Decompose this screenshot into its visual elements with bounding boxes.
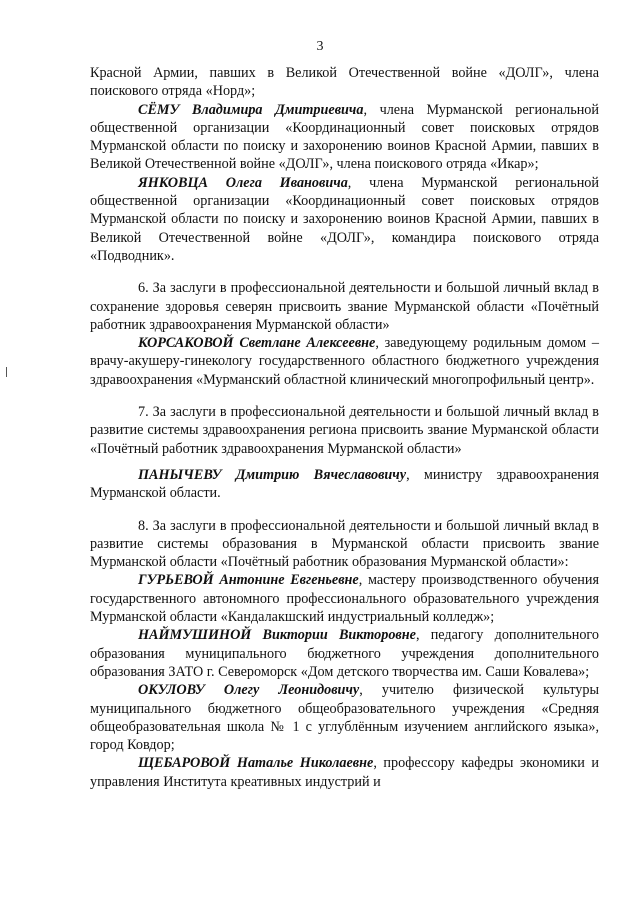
awardee-description: , учителю физической культуры муниципального бюджетного общеобразовательного учреждения «Средняя общеобразовательная школа № 1 с углублённым изучением английского языка», город Ковдор; <box>90 682 600 754</box>
awardee-name: СЁМУ Владимира Дмитриевича <box>138 101 364 118</box>
section-7-heading <box>90 403 599 458</box>
section-6-heading <box>90 279 599 334</box>
awardee-description: , педагогу дополнительного образования муниципального бюджетного учреждения дополнительного образования ЗАТО г. Североморск «Дом детского творчества им. Саши Ковалева»; <box>90 627 599 680</box>
paragraph-continuation <box>90 64 599 101</box>
awardee-name: КОРСАКОВОЙ Светлане Алексеевне <box>138 335 376 352</box>
section-8-heading <box>90 517 599 572</box>
awardee-name: ЯНКОВЦА Олега Ивановича <box>138 174 348 191</box>
document-body <box>90 64 599 791</box>
awardee-name: НАЙМУШИНОЙ Виктории Викторовне <box>138 627 416 644</box>
awardee-description: , министру здравоохранения Мурманской области. <box>90 466 600 502</box>
paragraph-text: Красной Армии, павших в Великой Отечественной войне «ДОЛГ», члена поискового отряда «Норд»; <box>90 65 599 100</box>
award-entry-panychev <box>90 466 599 503</box>
awardee-description: , профессору кафедры экономики и управления Института креативных индустрий и <box>90 755 600 790</box>
award-entry-shchebarova <box>90 754 599 791</box>
awardee-name: ГУРЬЕВОЙ Антонине Евгеньевне <box>138 572 359 589</box>
page-number: 3 <box>316 39 324 54</box>
awardee-name: ЩЕБАРОВОЙ Наталье Николаевне <box>138 755 374 772</box>
section-text: 6. За заслуги в профессиональной деятельности и большой личный вклад в сохранение здоровья северян присвоить звание Мурманской области «Почётный работник здравоохранения Мурманской области» <box>90 280 599 333</box>
section-text: 8. За заслуги в профессиональной деятельности и большой личный вклад в развитие системы образования в Мурманской области присвоить звание Мурманской области «Почётный работник образования Мурманской области»: <box>90 517 599 571</box>
award-entry-naymushina <box>90 626 599 681</box>
section-text: 7. За заслуги в профессиональной деятельности и большой личный вклад в развитие системы здравоохранения региона присвоить звание Мурманской области «Почётный работник здравоохранения Мурманской области» <box>90 404 599 457</box>
awardee-description: , члена Мурманской региональной общественной организации «Координационный совет поисковых отрядов Мурманской области по поиску и захоронению воинов Красной Армии, павших в Великой Отечественной войне «ДОЛГ», члена поискового отряда «Икар»; <box>90 101 599 173</box>
award-entry-okulov <box>90 681 599 754</box>
award-entry-guryeva <box>90 571 599 626</box>
award-entry-semu <box>90 101 599 174</box>
awardee-description: , мастеру производственного обучения государственного автономного профессионального образовательного учреждения Мурманской области «Кандалакшский индустриальный колледж»; <box>90 572 599 626</box>
awardee-description: , члена Мурманской региональной общественной организации «Координационный совет поисковых отрядов Мурманской области по поиску и захоронению воинов Красной Армии, павших в Великой Отечественной войне «ДОЛГ», командира поискового отряда «Подводник». <box>90 174 599 264</box>
awardee-name: ОКУЛОВУ Олегу Леонидовичу <box>138 682 360 699</box>
award-entry-korsakova <box>90 334 599 389</box>
awardee-name: ПАНЫЧЕВУ Дмитрию Вячеславовичу <box>138 466 407 483</box>
award-entry-yankovets <box>90 174 599 265</box>
margin-mark <box>6 367 7 377</box>
awardee-description: , заведующему родильным домом – врачу-акушеру-гинекологу государственного областного бюджетного учреждения здравоохранения «Мурманский областной клинический многопрофильный центр». <box>90 335 599 388</box>
